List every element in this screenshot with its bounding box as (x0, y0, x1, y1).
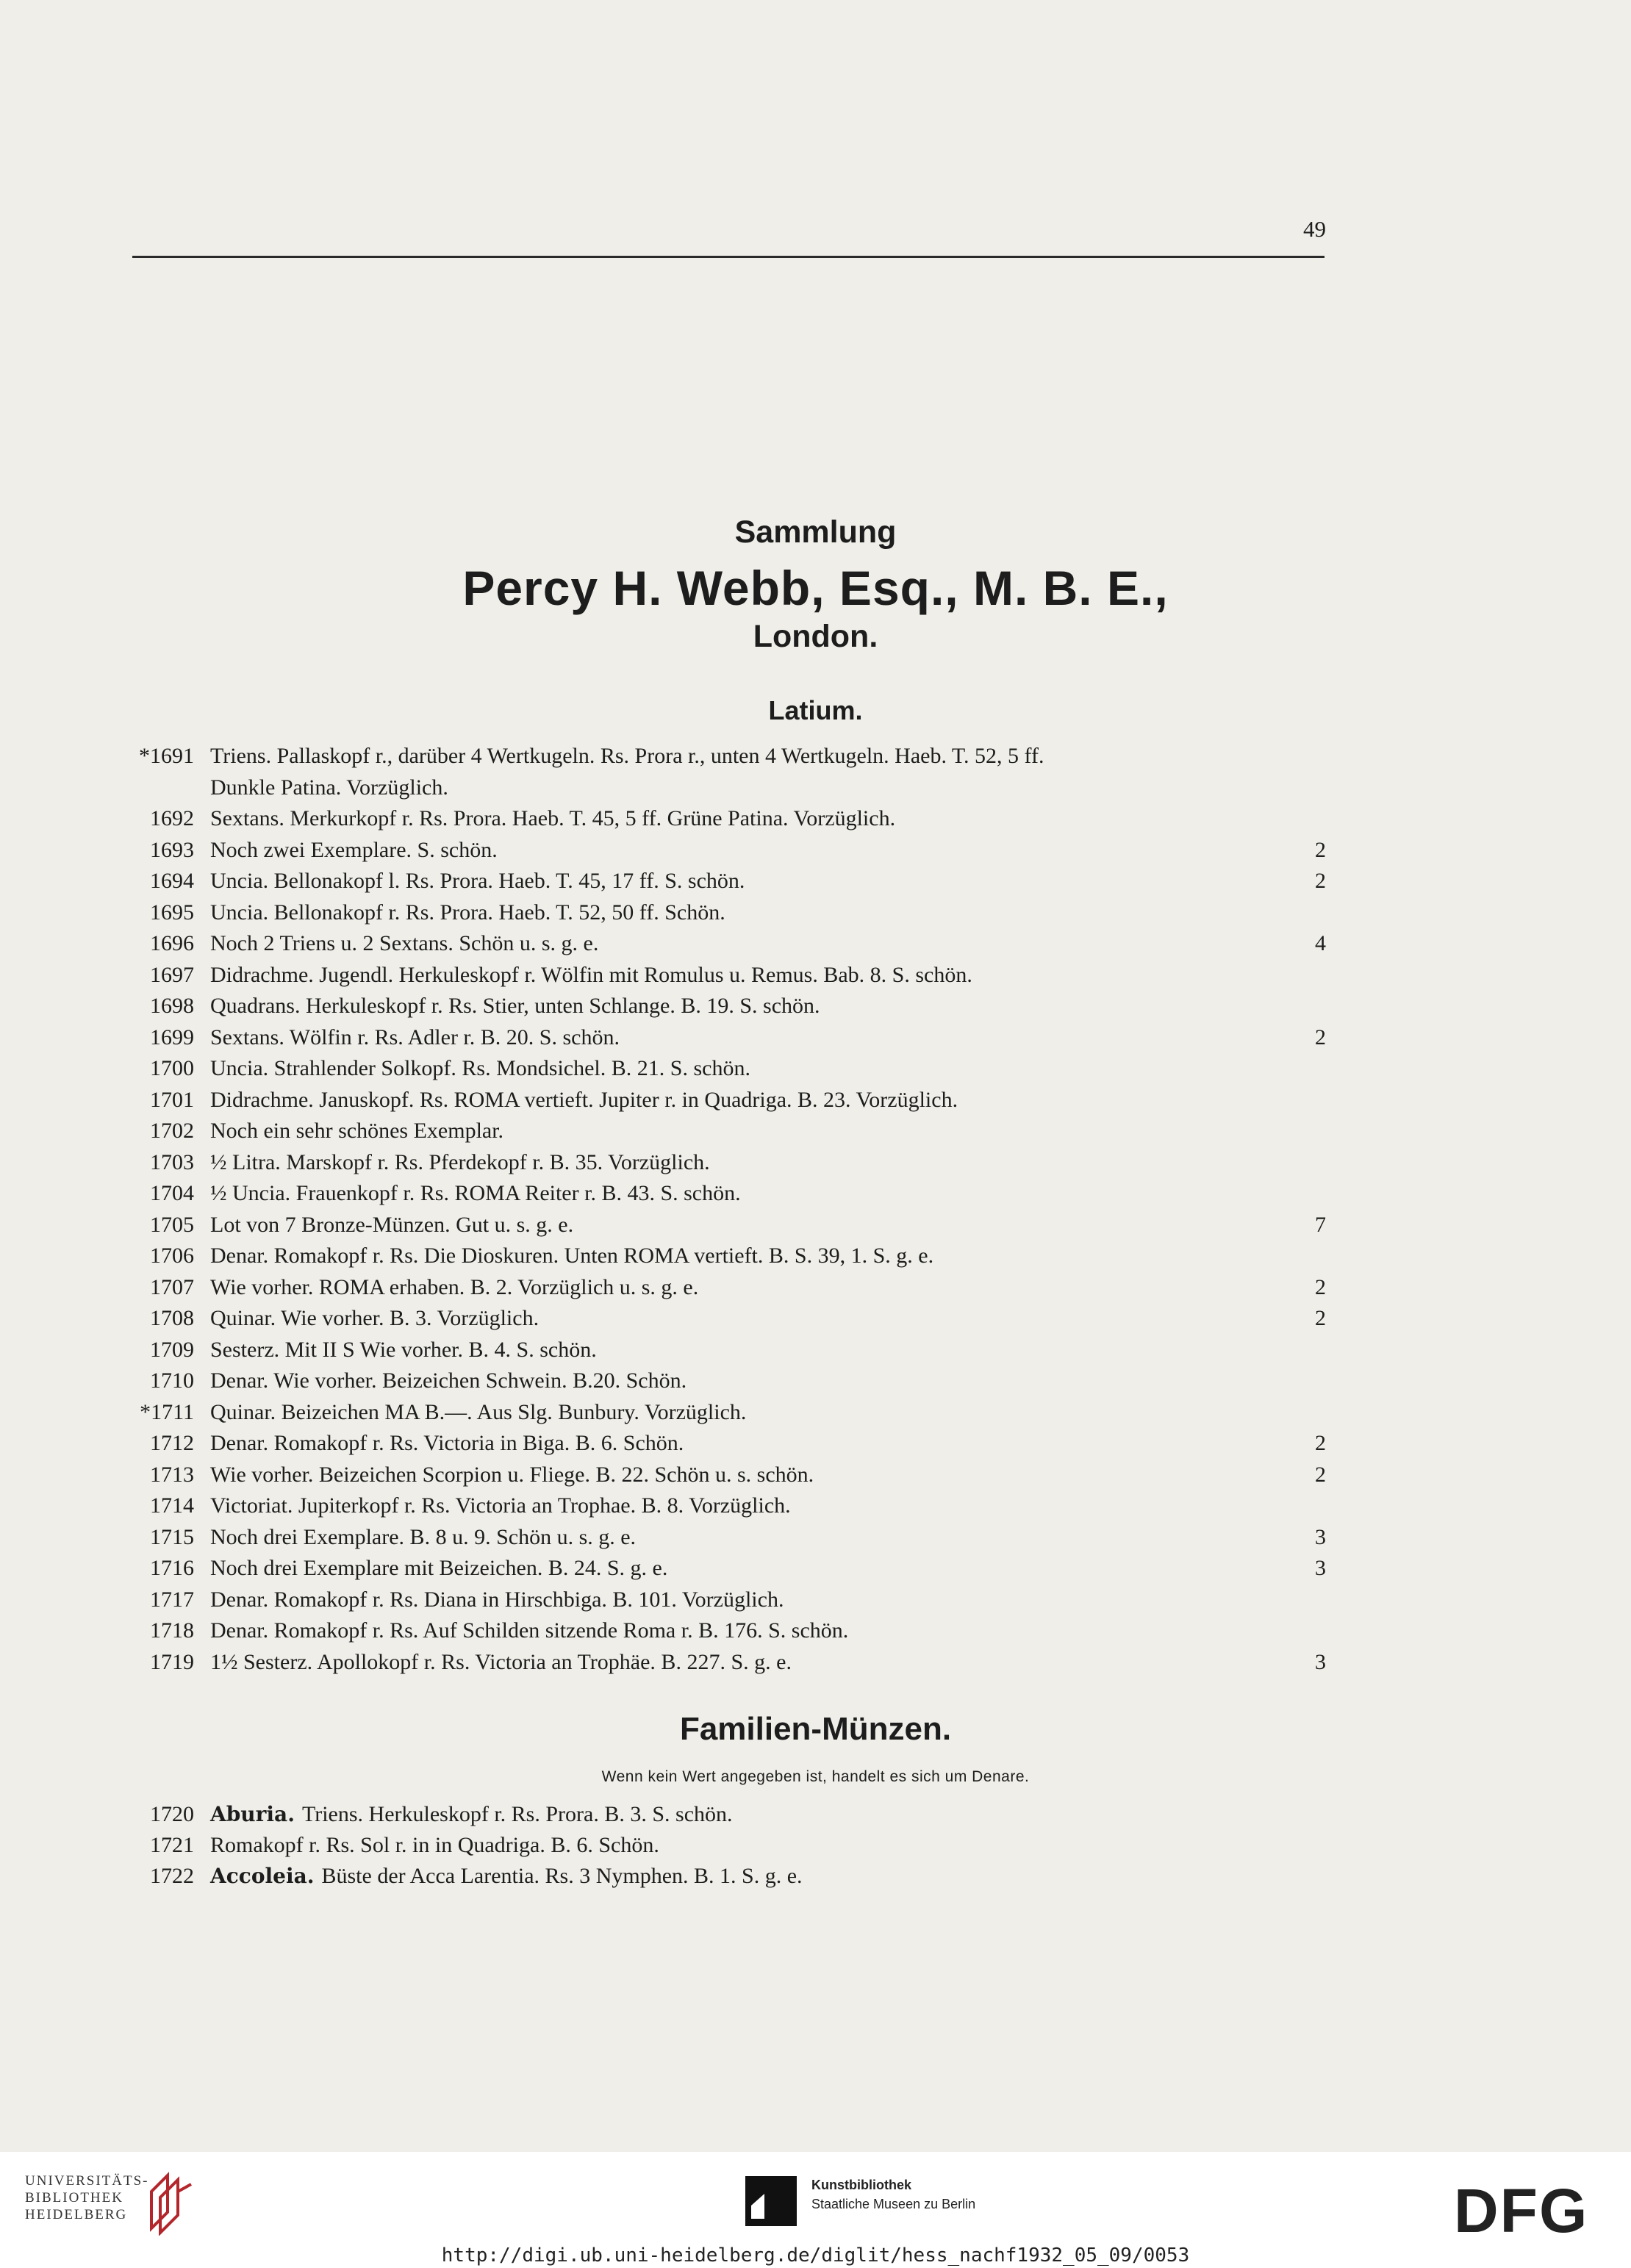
lot-text: Uncia. Strahlender Solkopf. Rs. Mondsichel. B. 21. S. schön. (210, 1056, 750, 1080)
section-note: Wenn kein Wert angegeben ist, handelt es sich um Denare. (601, 1768, 1030, 1785)
entry-list-familien (0, 1799, 1631, 1892)
lot-count: 4 (1315, 931, 1326, 955)
kunstbibliothek-logo-icon[interactable] (745, 2176, 797, 2226)
lot-description (210, 1460, 814, 1490)
lot-count: 2 (1315, 837, 1326, 862)
lot-number: 1704 (150, 1181, 194, 1205)
lot-description (210, 1085, 958, 1116)
catalog-entry (0, 1022, 1631, 1054)
catalog-entry (0, 991, 1631, 1022)
lot-number: 1713 (150, 1462, 194, 1487)
lot-count: 7 (1315, 1212, 1326, 1237)
lot-count: 2 (1315, 869, 1326, 893)
lot-description (210, 1053, 750, 1084)
ub-line-1: UNIVERSITÄTS- (25, 2173, 149, 2189)
lot-number: 1721 (150, 1833, 194, 1857)
family-name: Accoleia. (210, 1864, 315, 1888)
lot-text: Triens. Herkuleskopf r. Rs. Prora. B. 3. S. schön. (301, 1802, 733, 1826)
lot-text: Romakopf r. Rs. Sol r. in in Quadriga. B. 6. Schön. (210, 1833, 659, 1857)
lot-number: 1702 (150, 1119, 194, 1143)
lot-description (210, 1241, 933, 1271)
lot-text: Lot von 7 Bronze-Münzen. Gut u. s. g. e. (210, 1212, 574, 1237)
section-title-familien: Familien-Münzen. (679, 1711, 952, 1747)
catalog-entry (0, 1585, 1631, 1616)
lot-count: 2 (1315, 1306, 1326, 1330)
lot-text: Uncia. Bellonakopf l. Rs. Prora. Haeb. T. 45, 17 ff. S. schön. (210, 869, 745, 893)
source-url[interactable]: http://digi.ub.uni-heidelberg.de/diglit/hess_nachf1932_05_09/0053 (441, 2244, 1190, 2267)
catalog-entry (0, 1428, 1631, 1460)
heading-city: London. (753, 619, 878, 654)
lot-description (210, 866, 745, 897)
lot-number: 1697 (150, 962, 194, 987)
lot-description (210, 1210, 573, 1241)
lot-text: Wie vorher. Beizeichen Scorpion u. Fliege. B. 22. Schön u. s. schön. (210, 1462, 814, 1487)
lot-description (210, 1799, 733, 1830)
ub-line-2: BIBLIOTHEK (25, 2190, 123, 2206)
lot-description (210, 835, 498, 866)
lot-text: Sesterz. Mit II S Wie vorher. B. 4. S. schön. (210, 1337, 597, 1362)
catalog-entry (0, 1553, 1631, 1585)
lot-number: 1720 (150, 1802, 194, 1826)
family-name: Aburia. (210, 1802, 295, 1826)
heading-collector: Percy H. Webb, Esq., M. B. E., (462, 561, 1169, 615)
lot-text: Büste der Acca Larentia. Rs. 3 Nymphen. B. 1. S. g. e. (321, 1864, 803, 1888)
catalog-entry (0, 772, 1631, 804)
lot-text: Quinar. Wie vorher. B. 3. Vorzüglich. (210, 1306, 540, 1330)
lot-description (210, 1490, 791, 1521)
dfg-logo[interactable]: DFG (1454, 2176, 1589, 2245)
lot-text: Noch zwei Exemplare. S. schön. (210, 837, 498, 862)
catalog-entry (0, 1053, 1631, 1085)
lot-number: 1705 (150, 1212, 194, 1237)
catalog-entry (0, 1085, 1631, 1116)
catalog-entry (0, 1799, 1631, 1830)
section-title-latium: Latium. (768, 695, 863, 725)
lot-number: 1701 (150, 1087, 194, 1112)
lot-number: *1691 (139, 744, 194, 768)
lot-number: 1709 (150, 1337, 194, 1362)
lot-description (210, 1397, 746, 1428)
lot-number: 1692 (150, 806, 194, 830)
lot-description (210, 1178, 741, 1209)
lot-count: 3 (1315, 1649, 1326, 1674)
page-number: 49 (1303, 216, 1326, 242)
kb-title: Kunstbibliothek (811, 2178, 911, 2192)
lot-description (210, 1272, 698, 1303)
lot-description (210, 741, 1044, 772)
entry-list-latium (0, 741, 1631, 1678)
lot-text: Denar. Wie vorher. Beizeichen Schwein. B.20. Schön. (210, 1368, 687, 1393)
lot-number: 1694 (150, 869, 194, 893)
lot-description (210, 1303, 539, 1334)
lot-text: ½ Uncia. Frauenkopf r. Rs. ROMA Reiter r. B. 43. S. schön. (210, 1181, 741, 1205)
lot-text: Victoriat. Jupiterkopf r. Rs. Victoria an Trophae. B. 8. Vorzüglich. (210, 1493, 791, 1518)
lot-number: 1717 (150, 1587, 194, 1612)
catalog-entry (0, 1647, 1631, 1679)
lot-description (210, 1522, 636, 1553)
lot-number: 1722 (150, 1864, 194, 1888)
lot-number: 1703 (150, 1149, 194, 1174)
catalog-entry (0, 1615, 1631, 1647)
lot-description (210, 1116, 503, 1146)
heading-sammlung: Sammlung (734, 514, 897, 550)
lot-number: 1696 (150, 931, 194, 955)
lot-description (210, 1615, 848, 1646)
catalog-entry (0, 1830, 1631, 1861)
lot-text: Quadrans. Herkuleskopf r. Rs. Stier, unten Schlange. B. 19. S. schön. (210, 994, 820, 1018)
kunstbibliothek-label[interactable] (811, 2175, 975, 2214)
lot-description (210, 1022, 620, 1053)
lot-number: 1714 (150, 1493, 194, 1518)
lot-text: Sextans. Merkurkopf r. Rs. Prora. Haeb. T. 45, 5 ff. Grüne Patina. Vorzüglich. (210, 806, 896, 830)
lot-count: 2 (1315, 1024, 1326, 1049)
lot-text: Quinar. Beizeichen MA B.—. Aus Slg. Bunbury. Vorzüglich. (210, 1399, 747, 1424)
footer-bar (0, 2152, 1631, 2268)
catalog-entry (0, 1210, 1631, 1241)
lot-text: Didrachme. Jugendl. Herkuleskopf r. Wölfin mit Romulus u. Remus. Bab. 8. S. schön. (210, 962, 972, 987)
lot-text: 1½ Sesterz. Apollokopf r. Rs. Victoria an Trophäe. B. 227. S. g. e. (210, 1649, 792, 1674)
lot-number: 1698 (150, 994, 194, 1018)
lot-number: 1695 (150, 900, 194, 925)
lot-description (210, 1428, 684, 1459)
lot-text: Noch ein sehr schönes Exemplar. (210, 1119, 504, 1143)
lot-count: 2 (1315, 1431, 1326, 1455)
catalog-entry (0, 1366, 1631, 1397)
lot-description (210, 1366, 687, 1396)
lot-number: 1706 (150, 1244, 194, 1268)
lot-description (210, 991, 820, 1022)
lot-description (210, 1861, 803, 1892)
catalog-entry (0, 1241, 1631, 1272)
catalog-entry (0, 1147, 1631, 1179)
lot-description (210, 1553, 667, 1584)
header-rule (132, 256, 1324, 258)
ub-line-3: HEIDELBERG (25, 2207, 128, 2222)
catalog-entry (0, 1397, 1631, 1429)
catalog-entry (0, 960, 1631, 991)
ub-logo-icon[interactable] (146, 2170, 197, 2236)
lot-description (210, 1147, 710, 1178)
catalog-entry (0, 897, 1631, 929)
lot-number: *1711 (140, 1399, 194, 1424)
lot-text: Didrachme. Januskopf. Rs. ROMA vertieft. Jupiter r. in Quadriga. B. 23. Vorzüglich. (210, 1087, 958, 1112)
lot-text: Triens. Pallaskopf r., darüber 4 Wertkugeln. Rs. Prora r., unten 4 Wertkugeln. Haeb. T. 52, 5 ff. (210, 744, 1044, 768)
lot-description (210, 772, 448, 803)
lot-number: 1707 (150, 1274, 194, 1299)
lot-description (210, 1585, 784, 1615)
catalog-entry (0, 803, 1631, 835)
lot-description (210, 1647, 792, 1678)
lot-text: Noch 2 Triens u. 2 Sextans. Schön u. s. g. e. (210, 931, 599, 955)
catalog-entry (0, 1460, 1631, 1491)
lot-number: 1718 (150, 1618, 194, 1643)
catalog-entry (0, 1116, 1631, 1147)
lot-number: 1715 (150, 1524, 194, 1549)
lot-number: 1700 (150, 1056, 194, 1080)
lot-number: 1693 (150, 837, 194, 862)
catalog-entry (0, 928, 1631, 960)
lot-description (210, 897, 725, 928)
lot-number: 1719 (150, 1649, 194, 1674)
lot-text: Noch drei Exemplare mit Beizeichen. B. 24. S. g. e. (210, 1556, 668, 1580)
catalog-entry (0, 1272, 1631, 1304)
lot-count: 2 (1315, 1462, 1326, 1487)
catalog-entry (0, 1490, 1631, 1522)
lot-number: 1712 (150, 1431, 194, 1455)
lot-number: 1708 (150, 1306, 194, 1330)
lot-number: 1699 (150, 1024, 194, 1049)
lot-text: ½ Litra. Marskopf r. Rs. Pferdekopf r. B. 35. Vorzüglich. (210, 1149, 710, 1174)
lot-description (210, 928, 598, 959)
lot-text: Denar. Romakopf r. Rs. Victoria in Biga. B. 6. Schön. (210, 1431, 684, 1455)
lot-text: Wie vorher. ROMA erhaben. B. 2. Vorzüglich u. s. g. e. (210, 1274, 699, 1299)
catalog-entry (0, 741, 1631, 772)
ub-heidelberg-label[interactable] (25, 2172, 149, 2223)
lot-description (210, 1335, 597, 1366)
lot-text: Dunkle Patina. Vorzüglich. (210, 775, 448, 800)
catalog-entry (0, 1522, 1631, 1554)
lot-text: Noch drei Exemplare. B. 8 u. 9. Schön u. s. g. e. (210, 1524, 637, 1549)
lot-description (210, 1830, 659, 1861)
lot-count: 3 (1315, 1524, 1326, 1549)
lot-text: Denar. Romakopf r. Rs. Diana in Hirschbiga. B. 101. Vorzüglich. (210, 1587, 784, 1612)
lot-text: Denar. Romakopf r. Rs. Auf Schilden sitzende Roma r. B. 176. S. schön. (210, 1618, 849, 1643)
lot-count: 3 (1315, 1556, 1326, 1580)
catalog-entry (0, 1335, 1631, 1366)
catalog-entry (0, 866, 1631, 897)
lot-description (210, 960, 972, 991)
catalog-entry (0, 1861, 1631, 1892)
catalog-entry (0, 1178, 1631, 1210)
catalog-entry (0, 1303, 1631, 1335)
kb-subtitle: Staatliche Museen zu Berlin (811, 2197, 976, 2211)
lot-number: 1710 (150, 1368, 194, 1393)
lot-text: Denar. Romakopf r. Rs. Die Dioskuren. Unten ROMA vertieft. B. S. 39, 1. S. g. e. (210, 1244, 934, 1268)
lot-text: Sextans. Wölfin r. Rs. Adler r. B. 20. S. schön. (210, 1024, 620, 1049)
lot-text: Uncia. Bellonakopf r. Rs. Prora. Haeb. T. 52, 50 ff. Schön. (210, 900, 725, 925)
lot-description (210, 803, 895, 834)
lot-number: 1716 (150, 1556, 194, 1580)
lot-count: 2 (1315, 1274, 1326, 1299)
catalog-entry (0, 835, 1631, 866)
